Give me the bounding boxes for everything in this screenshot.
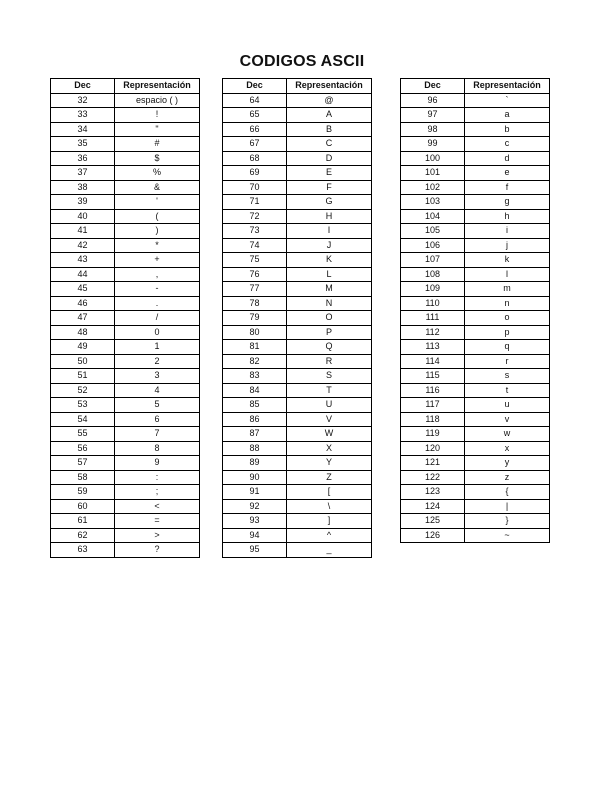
rep-cell: & — [115, 180, 200, 195]
dec-cell: 32 — [51, 93, 115, 108]
rep-cell: M — [287, 282, 372, 297]
table-row — [223, 412, 372, 427]
table-row — [223, 238, 372, 253]
table-row — [51, 470, 200, 485]
dec-cell: 120 — [401, 441, 465, 456]
dec-cell: 38 — [51, 180, 115, 195]
dec-cell: 37 — [51, 166, 115, 181]
table-row — [51, 311, 200, 326]
dec-cell: 79 — [223, 311, 287, 326]
rep-cell: % — [115, 166, 200, 181]
rep-cell: E — [287, 166, 372, 181]
table-row — [223, 267, 372, 282]
dec-cell: 56 — [51, 441, 115, 456]
dec-cell: 124 — [401, 499, 465, 514]
dec-cell: 99 — [401, 137, 465, 152]
rep-cell: q — [465, 340, 550, 355]
dec-cell: 71 — [223, 195, 287, 210]
dec-header: Dec — [51, 79, 115, 94]
rep-cell: T — [287, 383, 372, 398]
table-row — [401, 485, 550, 500]
rep-cell: + — [115, 253, 200, 268]
dec-cell: 73 — [223, 224, 287, 239]
rep-cell: P — [287, 325, 372, 340]
rep-cell: ~ — [465, 528, 550, 543]
rep-cell: F — [287, 180, 372, 195]
rep-cell: 2 — [115, 354, 200, 369]
rep-cell: . — [115, 296, 200, 311]
dec-header: Dec — [223, 79, 287, 94]
table-row — [51, 340, 200, 355]
dec-cell: 61 — [51, 514, 115, 529]
table-row — [223, 195, 372, 210]
table-row — [401, 427, 550, 442]
dec-cell: 84 — [223, 383, 287, 398]
dec-cell: 107 — [401, 253, 465, 268]
table-row — [51, 108, 200, 123]
rep-cell: 1 — [115, 340, 200, 355]
rep-header: Representación — [465, 79, 550, 94]
dec-cell: 53 — [51, 398, 115, 413]
rep-cell: b — [465, 122, 550, 137]
table-row — [51, 528, 200, 543]
table-row — [51, 325, 200, 340]
table-row — [51, 499, 200, 514]
table-row — [51, 137, 200, 152]
table-row — [401, 311, 550, 326]
dec-cell: 36 — [51, 151, 115, 166]
table-row — [51, 514, 200, 529]
table-row — [401, 441, 550, 456]
table-row — [401, 180, 550, 195]
dec-cell: 39 — [51, 195, 115, 210]
rep-cell: n — [465, 296, 550, 311]
dec-cell: 72 — [223, 209, 287, 224]
rep-cell: ' — [115, 195, 200, 210]
rep-cell: ) — [115, 224, 200, 239]
dec-cell: 77 — [223, 282, 287, 297]
table-row — [401, 340, 550, 355]
rep-cell: _ — [287, 543, 372, 558]
rep-cell: 7 — [115, 427, 200, 442]
dec-cell: 102 — [401, 180, 465, 195]
dec-cell: 108 — [401, 267, 465, 282]
table-row — [51, 485, 200, 500]
table-row — [401, 470, 550, 485]
table-row — [223, 383, 372, 398]
rep-cell: A — [287, 108, 372, 123]
rep-cell: O — [287, 311, 372, 326]
dec-cell: 55 — [51, 427, 115, 442]
rep-cell: w — [465, 427, 550, 442]
rep-cell: t — [465, 383, 550, 398]
table-row — [51, 93, 200, 108]
table-row — [401, 238, 550, 253]
rep-cell: Q — [287, 340, 372, 355]
rep-cell: H — [287, 209, 372, 224]
dec-cell: 41 — [51, 224, 115, 239]
dec-cell: 60 — [51, 499, 115, 514]
table-row — [223, 470, 372, 485]
table-row — [223, 485, 372, 500]
table-row — [223, 253, 372, 268]
table-row — [51, 543, 200, 558]
dec-cell: 59 — [51, 485, 115, 500]
page-title: CODIGOS ASCII — [239, 53, 365, 70]
rep-cell: > — [115, 528, 200, 543]
rep-cell: 3 — [115, 369, 200, 384]
rep-cell: j — [465, 238, 550, 253]
dec-cell: 123 — [401, 485, 465, 500]
rep-cell: ` — [465, 93, 550, 108]
table-row — [51, 296, 200, 311]
rep-cell: Z — [287, 470, 372, 485]
dec-cell: 33 — [51, 108, 115, 123]
rep-cell: S — [287, 369, 372, 384]
dec-cell: 87 — [223, 427, 287, 442]
dec-cell: 115 — [401, 369, 465, 384]
dec-cell: 105 — [401, 224, 465, 239]
dec-cell: 122 — [401, 470, 465, 485]
rep-cell: { — [465, 485, 550, 500]
table-row — [51, 282, 200, 297]
table-row — [223, 398, 372, 413]
rep-cell: < — [115, 499, 200, 514]
rep-cell: ? — [115, 543, 200, 558]
rep-cell: L — [287, 267, 372, 282]
table-row — [51, 427, 200, 442]
table-row — [223, 296, 372, 311]
rep-cell: * — [115, 238, 200, 253]
dec-cell: 91 — [223, 485, 287, 500]
table-row — [401, 456, 550, 471]
table-row — [401, 209, 550, 224]
dec-cell: 112 — [401, 325, 465, 340]
rep-cell: R — [287, 354, 372, 369]
rep-cell: - — [115, 282, 200, 297]
dec-cell: 117 — [401, 398, 465, 413]
table-row — [51, 441, 200, 456]
table-row — [223, 456, 372, 471]
table-row — [223, 137, 372, 152]
rep-cell: e — [465, 166, 550, 181]
rep-cell: f — [465, 180, 550, 195]
rep-cell: u — [465, 398, 550, 413]
dec-cell: 121 — [401, 456, 465, 471]
rep-cell: r — [465, 354, 550, 369]
table-row — [51, 151, 200, 166]
rep-cell: @ — [287, 93, 372, 108]
table-row — [51, 224, 200, 239]
rep-cell: x — [465, 441, 550, 456]
ascii-table-2 — [222, 78, 372, 558]
table-row — [401, 122, 550, 137]
dec-cell: 62 — [51, 528, 115, 543]
table-row — [401, 253, 550, 268]
dec-cell: 81 — [223, 340, 287, 355]
dec-cell: 42 — [51, 238, 115, 253]
table-row — [51, 267, 200, 282]
rep-cell: d — [465, 151, 550, 166]
table-row — [401, 166, 550, 181]
table-row — [51, 253, 200, 268]
table-row — [223, 340, 372, 355]
rep-cell: 8 — [115, 441, 200, 456]
dec-cell: 48 — [51, 325, 115, 340]
dec-cell: 113 — [401, 340, 465, 355]
rep-cell: 6 — [115, 412, 200, 427]
rep-cell: c — [465, 137, 550, 152]
dec-cell: 109 — [401, 282, 465, 297]
rep-cell: 4 — [115, 383, 200, 398]
dec-cell: 34 — [51, 122, 115, 137]
dec-cell: 116 — [401, 383, 465, 398]
ascii-table-3 — [400, 78, 550, 543]
header-row — [51, 79, 200, 94]
dec-cell: 68 — [223, 151, 287, 166]
rep-cell: Y — [287, 456, 372, 471]
table-row — [51, 383, 200, 398]
rep-cell: C — [287, 137, 372, 152]
rep-cell: 9 — [115, 456, 200, 471]
dec-cell: 67 — [223, 137, 287, 152]
table-row — [401, 514, 550, 529]
table-row — [223, 93, 372, 108]
table-row — [223, 354, 372, 369]
dec-cell: 70 — [223, 180, 287, 195]
table-row — [401, 528, 550, 543]
table-row — [223, 122, 372, 137]
dec-cell: 97 — [401, 108, 465, 123]
rep-cell: v — [465, 412, 550, 427]
dec-cell: 90 — [223, 470, 287, 485]
dec-cell: 76 — [223, 267, 287, 282]
rep-cell: , — [115, 267, 200, 282]
dec-cell: 114 — [401, 354, 465, 369]
table-row — [223, 180, 372, 195]
rep-header: Representación — [115, 79, 200, 94]
dec-cell: 64 — [223, 93, 287, 108]
rep-cell: D — [287, 151, 372, 166]
table-row — [51, 180, 200, 195]
table-row — [401, 412, 550, 427]
rep-cell: " — [115, 122, 200, 137]
dec-header: Dec — [401, 79, 465, 94]
table-row — [223, 499, 372, 514]
dec-cell: 66 — [223, 122, 287, 137]
table-row — [51, 166, 200, 181]
dec-cell: 63 — [51, 543, 115, 558]
rep-cell: J — [287, 238, 372, 253]
ascii-table-1 — [50, 78, 200, 558]
dec-cell: 51 — [51, 369, 115, 384]
table-row — [401, 108, 550, 123]
header-row — [223, 79, 372, 94]
table-row — [223, 528, 372, 543]
rep-cell: ] — [287, 514, 372, 529]
table-row — [223, 209, 372, 224]
rep-cell: h — [465, 209, 550, 224]
dec-cell: 96 — [401, 93, 465, 108]
dec-cell: 80 — [223, 325, 287, 340]
table-row — [51, 398, 200, 413]
dec-cell: 69 — [223, 166, 287, 181]
dec-cell: 92 — [223, 499, 287, 514]
dec-cell: 110 — [401, 296, 465, 311]
dec-cell: 83 — [223, 369, 287, 384]
rep-cell: W — [287, 427, 372, 442]
table-row — [401, 354, 550, 369]
dec-cell: 58 — [51, 470, 115, 485]
dec-cell: 54 — [51, 412, 115, 427]
table-row — [51, 122, 200, 137]
rep-cell: X — [287, 441, 372, 456]
dec-cell: 89 — [223, 456, 287, 471]
table-row — [223, 543, 372, 558]
table-row — [401, 151, 550, 166]
rep-cell: ! — [115, 108, 200, 123]
table-row — [223, 369, 372, 384]
table-row — [223, 166, 372, 181]
table-row — [223, 311, 372, 326]
table-row — [223, 224, 372, 239]
table-row — [51, 456, 200, 471]
table-row — [51, 354, 200, 369]
dec-cell: 94 — [223, 528, 287, 543]
dec-cell: 98 — [401, 122, 465, 137]
rep-cell: | — [465, 499, 550, 514]
dec-cell: 49 — [51, 340, 115, 355]
table-row — [401, 499, 550, 514]
table-row — [401, 383, 550, 398]
dec-cell: 65 — [223, 108, 287, 123]
dec-cell: 35 — [51, 137, 115, 152]
table-row — [51, 238, 200, 253]
table-row — [401, 296, 550, 311]
table-row — [51, 412, 200, 427]
dec-cell: 125 — [401, 514, 465, 529]
rep-cell: l — [465, 267, 550, 282]
rep-cell: i — [465, 224, 550, 239]
dec-cell: 126 — [401, 528, 465, 543]
rep-cell: [ — [287, 485, 372, 500]
rep-cell: a — [465, 108, 550, 123]
table-row — [51, 195, 200, 210]
table-row — [401, 93, 550, 108]
dec-cell: 52 — [51, 383, 115, 398]
rep-cell: p — [465, 325, 550, 340]
rep-cell: s — [465, 369, 550, 384]
rep-cell: V — [287, 412, 372, 427]
table-row — [223, 441, 372, 456]
dec-cell: 78 — [223, 296, 287, 311]
table-row — [401, 325, 550, 340]
header-row — [401, 79, 550, 94]
dec-cell: 111 — [401, 311, 465, 326]
dec-cell: 100 — [401, 151, 465, 166]
dec-cell: 104 — [401, 209, 465, 224]
table-row — [223, 427, 372, 442]
rep-header: Representación — [287, 79, 372, 94]
table-row — [401, 267, 550, 282]
rep-cell: ^ — [287, 528, 372, 543]
table-row — [401, 282, 550, 297]
rep-cell: B — [287, 122, 372, 137]
dec-cell: 50 — [51, 354, 115, 369]
dec-cell: 44 — [51, 267, 115, 282]
dec-cell: 74 — [223, 238, 287, 253]
rep-cell: g — [465, 195, 550, 210]
rep-cell: N — [287, 296, 372, 311]
rep-cell: ( — [115, 209, 200, 224]
rep-cell: K — [287, 253, 372, 268]
dec-cell: 75 — [223, 253, 287, 268]
rep-cell: I — [287, 224, 372, 239]
dec-cell: 119 — [401, 427, 465, 442]
rep-cell: U — [287, 398, 372, 413]
dec-cell: 46 — [51, 296, 115, 311]
dec-cell: 103 — [401, 195, 465, 210]
rep-cell: G — [287, 195, 372, 210]
rep-cell: = — [115, 514, 200, 529]
rep-cell: espacio ( ) — [115, 93, 200, 108]
dec-cell: 85 — [223, 398, 287, 413]
table-row — [401, 369, 550, 384]
rep-cell: # — [115, 137, 200, 152]
rep-cell: 0 — [115, 325, 200, 340]
rep-cell: ; — [115, 485, 200, 500]
dec-cell: 95 — [223, 543, 287, 558]
dec-cell: 86 — [223, 412, 287, 427]
table-row — [401, 224, 550, 239]
dec-cell: 106 — [401, 238, 465, 253]
dec-cell: 118 — [401, 412, 465, 427]
dec-cell: 101 — [401, 166, 465, 181]
table-row — [223, 282, 372, 297]
table-row — [401, 195, 550, 210]
rep-cell: m — [465, 282, 550, 297]
rep-cell: 5 — [115, 398, 200, 413]
dec-cell: 43 — [51, 253, 115, 268]
rep-cell: \ — [287, 499, 372, 514]
rep-cell: : — [115, 470, 200, 485]
rep-cell: k — [465, 253, 550, 268]
rep-cell: y — [465, 456, 550, 471]
rep-cell: o — [465, 311, 550, 326]
rep-cell: $ — [115, 151, 200, 166]
table-row — [51, 209, 200, 224]
dec-cell: 40 — [51, 209, 115, 224]
dec-cell: 57 — [51, 456, 115, 471]
table-row — [51, 369, 200, 384]
table-row — [223, 151, 372, 166]
table-row — [223, 325, 372, 340]
table-row — [401, 137, 550, 152]
dec-cell: 47 — [51, 311, 115, 326]
rep-cell: z — [465, 470, 550, 485]
dec-cell: 88 — [223, 441, 287, 456]
dec-cell: 93 — [223, 514, 287, 529]
rep-cell: / — [115, 311, 200, 326]
table-row — [223, 514, 372, 529]
table-row — [223, 108, 372, 123]
dec-cell: 45 — [51, 282, 115, 297]
rep-cell: } — [465, 514, 550, 529]
table-row — [401, 398, 550, 413]
dec-cell: 82 — [223, 354, 287, 369]
